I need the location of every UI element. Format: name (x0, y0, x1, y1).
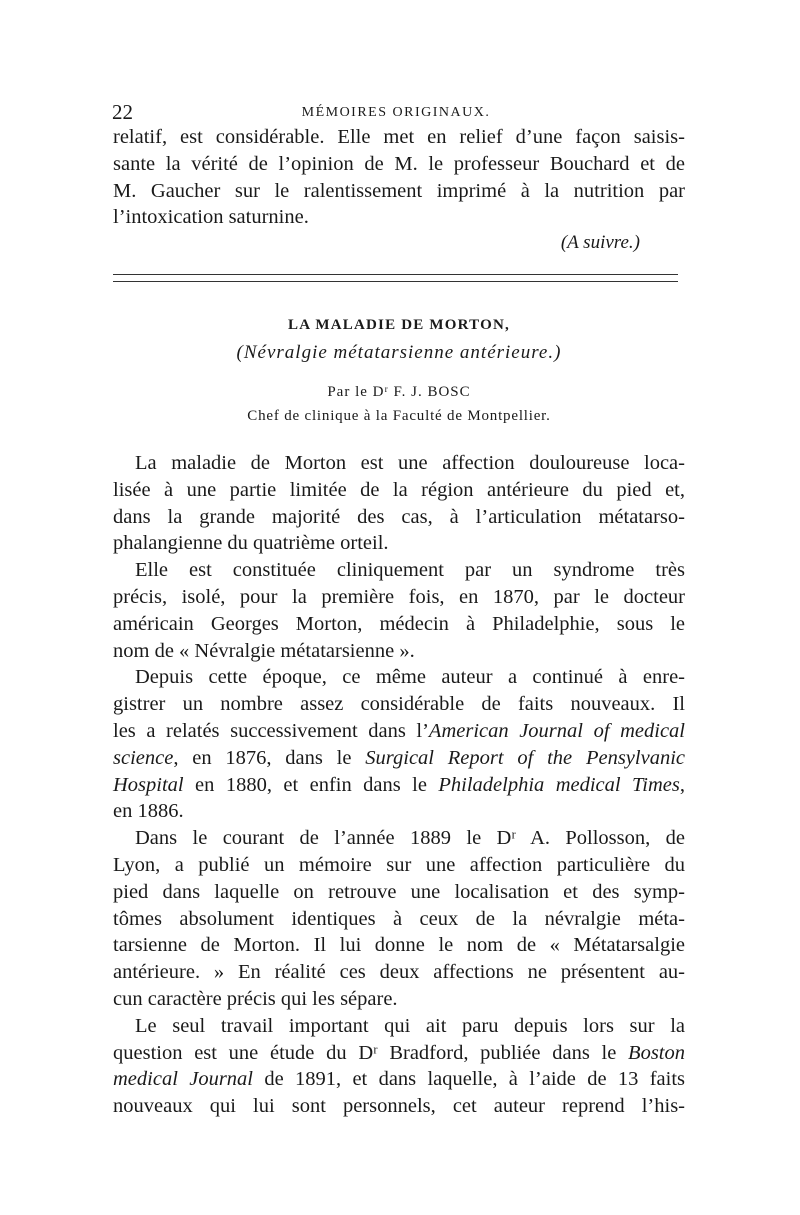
text-run: en 1880, et enfin dans le (183, 773, 439, 796)
author-affiliation: Chef de clinique à la Faculté de Montpellier. (247, 408, 551, 424)
text-line: Le seul travail important qui ait paru depuis lors sur la (135, 1014, 685, 1037)
text-line: nouveaux qui lui sont personnels, cet auteur reprend l’his- (113, 1095, 685, 1118)
text-line: dans la grande majorité des cas, à l’articulation métatarso- (113, 505, 685, 528)
section-divider (113, 274, 678, 275)
text-line: Dans le courant de l’année 1889 le Dʳ A. Pollosson, de (135, 827, 685, 850)
text-line: sante la vérité de l’opinion de M. le professeur Bouchard et de (113, 152, 685, 175)
text-line: tarsienne de Morton. Il lui donne le nom de « Métatarsalgie (113, 934, 685, 957)
text-line: La maladie de Morton est une affection douloureuse loca- (135, 452, 685, 474)
continuation-note: (A suivre.) (560, 232, 640, 253)
text-line: lisée à une partie limitée de la région antérieure du pied et, (113, 478, 685, 501)
text-line: précis, isolé, pour la première fois, en 1870, par le docteur (113, 585, 685, 608)
text-line: pied dans laquelle on retrouve une localisation et des symp- (113, 880, 685, 903)
text-run: les a relatés successivement dans l’ (113, 719, 429, 742)
italic-citation: Surgical Report of the Pensylvanic (365, 746, 685, 769)
text-line (113, 745, 685, 772)
text-line: Lyon, a publié un mémoire sur une affection particulière du (113, 853, 685, 876)
text-run: question est une étude du Dʳ Bradford, publiée dans le (113, 1041, 629, 1064)
text-line (113, 1040, 685, 1067)
text-run: de 1891, et dans laquelle, à l’aide de 13 faits (253, 1068, 685, 1091)
text-line: antérieure. » En réalité ces deux affections ne présentent au- (113, 961, 685, 984)
text-line: M. Gaucher sur le ralentissement imprimé à la nutrition par (113, 179, 685, 202)
page-number: 22 (112, 100, 133, 124)
text-line: cun caractère précis qui les sépare. (113, 987, 398, 1010)
italic-citation: Boston (628, 1041, 685, 1064)
running-title: MÉMOIRES ORIGINAUX. (301, 105, 491, 120)
text-line: l’intoxication saturnine. (113, 206, 309, 229)
text-line (113, 1066, 685, 1093)
article-body (113, 450, 685, 1120)
running-head (112, 100, 680, 124)
italic-citation: science (113, 746, 174, 769)
text-run: , en 1876, dans le (173, 746, 366, 769)
italic-citation: American Journal of medical (428, 719, 685, 742)
article-title: LA MALADIE DE MORTON, (288, 317, 510, 333)
article-byline: Par le Dʳ F. J. BOSC (327, 384, 471, 400)
text-line: phalangienne du quatrième orteil. (113, 532, 389, 555)
text-line (113, 772, 685, 799)
italic-citation: Hospital (113, 773, 184, 796)
text-run: , (679, 773, 685, 796)
text-line: Depuis cette époque, ce même auteur a continué à enre- (135, 666, 685, 689)
text-line: nom de « Névralgie métatarsienne ». (113, 639, 415, 662)
section-divider (113, 281, 678, 282)
text-line: américain Georges Morton, médecin à Philadelphie, sous le (113, 612, 685, 635)
text-line: Elle est constituée cliniquement par un syndrome très (135, 559, 685, 582)
italic-citation: Philadelphia medical Times (438, 773, 680, 796)
text-line: tômes absolument identiques à ceux de la névralgie méta- (113, 907, 685, 930)
text-line: relatif, est considérable. Elle met en relief d’une façon saisis- (113, 126, 685, 148)
text-line: en 1886. (113, 800, 184, 823)
previous-article-ending (113, 124, 685, 231)
text-line (113, 718, 685, 745)
italic-citation: medical Journal (113, 1068, 253, 1091)
text-line: gistrer un nombre assez considérable de faits nouveaux. Il (113, 693, 685, 716)
article-subtitle: (Névralgie métatarsienne antérieure.) (236, 342, 562, 363)
